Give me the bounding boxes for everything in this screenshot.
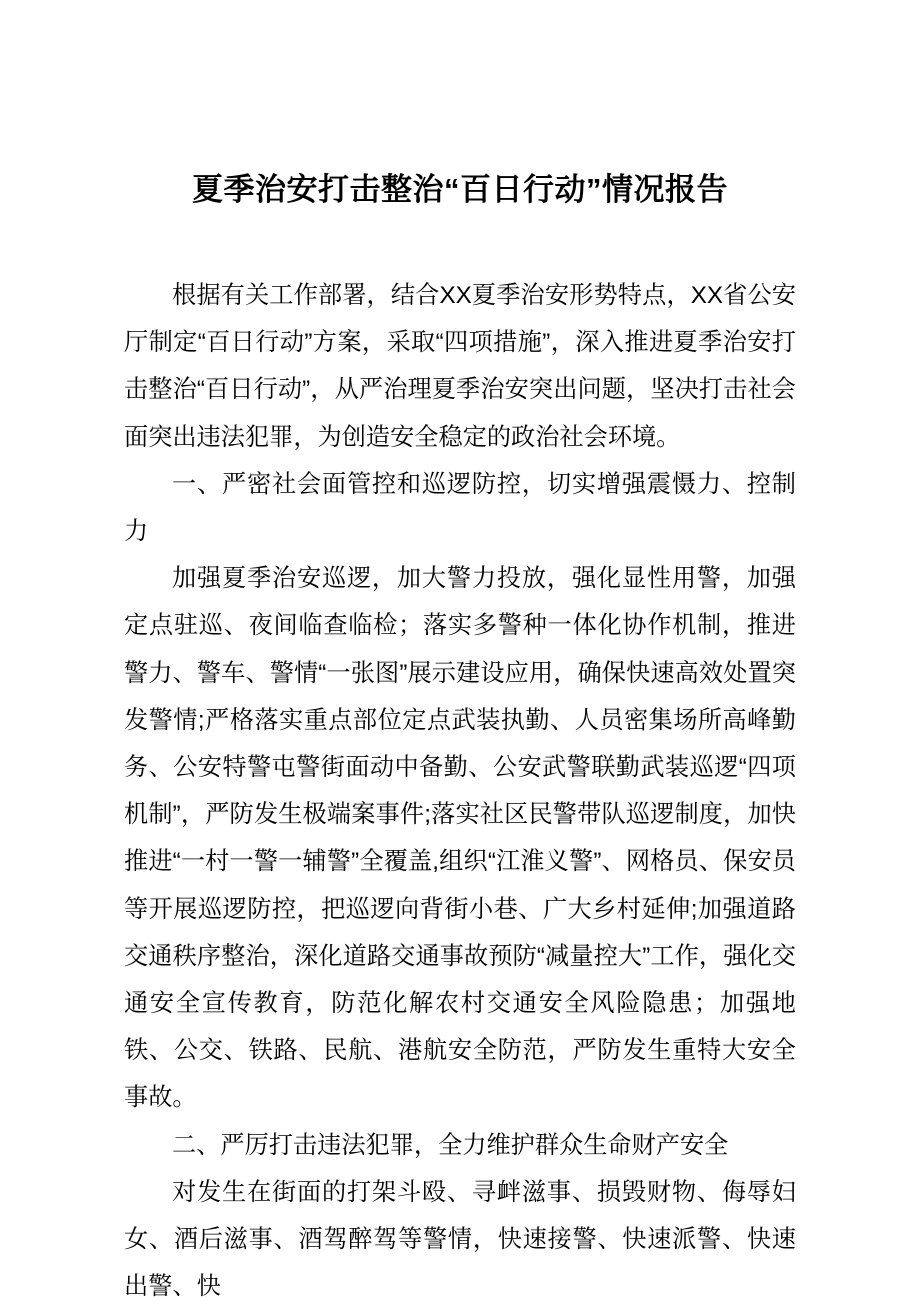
document-body — [124, 272, 796, 1310]
section-heading-one: 一、严密社会面管控和巡逻防控，切实增强震慑力、控制力 — [124, 470, 796, 546]
paragraph-intro: 根据有关工作部署，结合XX夏季治安形势特点，XX省公安厅制定“百日行动”方案，采取“四项措施”，深入推进夏季治安打击整治“百日行动”，从严治理夏季治安突出问题，坚决打击社会面突出违法犯罪，为创造安全稳定的政治社会环境。 — [124, 282, 796, 451]
paragraph-section-one-body: 加强夏季治安巡逻，加大警力投放，强化显性用警，加强定点驻巡、夜间临查临检；落实多警种一体化协作机制，推进警力、警车、警情“一张图”展示建设应用，确保快速高效处置突发警情;严格落实重点部位定点武装执勤、人员密集场所高峰勤务、公安特警屯警街面动中备勤、公安武警联勤武装巡逻“四项机制”，严防发生极端案事件;落实社区民警带队巡逻制度，加快推进“一村一警一辅警”全覆盖,组织“江淮义警”、网格员、保安员等开展巡逻防控，把巡逻向背街小巷、广大乡村延伸;加强道路交通秩序整治，深化道路交通事故预防“减量控大”工作，强化交通安全宣传教育，防范化解农村交通安全风险隐患；加强地铁、公交、铁路、民航、港航安全防范，严防发生重特大安全事故。 — [124, 565, 796, 1112]
page-title: 夏季治安打击整治“百日行动”情况报告 — [192, 172, 728, 207]
paragraph-section-two-body: 对发生在街面的打架斗殴、寻衅滋事、损毁财物、侮辱妇女、酒后滋事、酒驾醉驾等警情，快速接警、快速派警、快速出警、快 — [124, 1178, 796, 1301]
section-heading-two: 二、严厉打击违法犯罪，全力维护群众生命财产安全 — [172, 1131, 729, 1159]
